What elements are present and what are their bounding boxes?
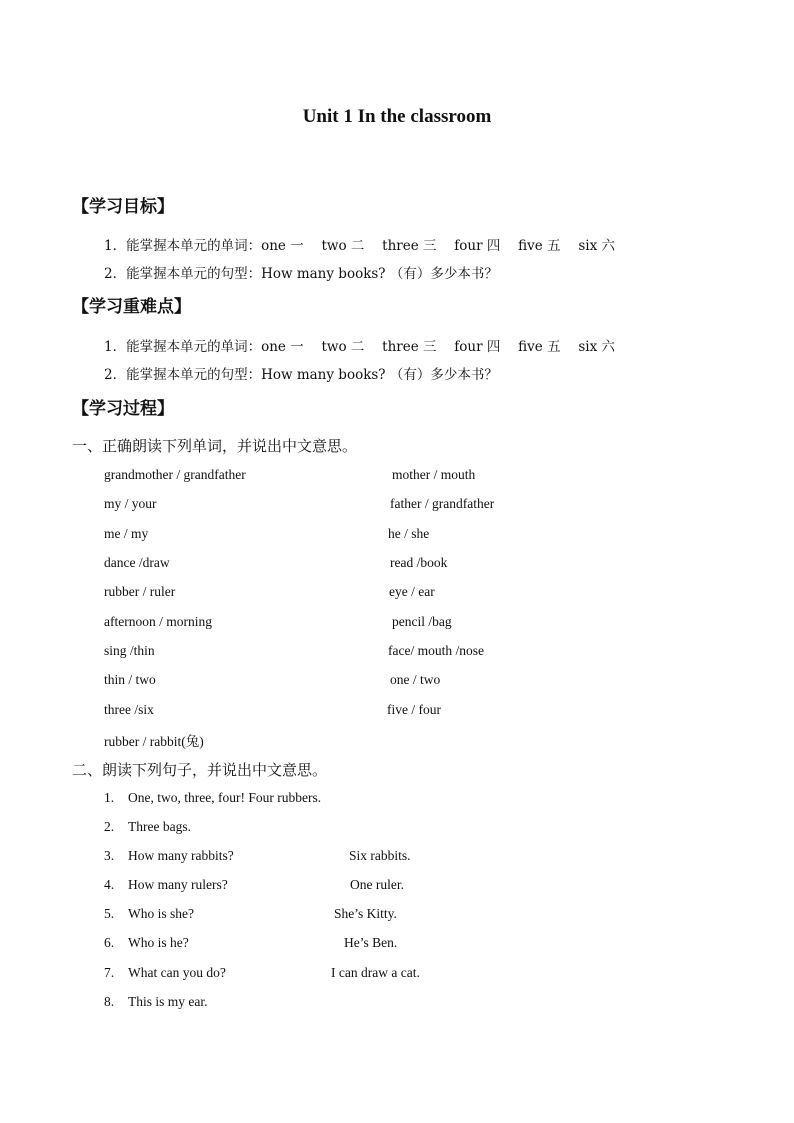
sentence-answer: He’s Ben. [344,935,398,950]
sentence-answer: Six rabbits. [349,848,411,863]
word-pair-right: father / grandfather [390,496,495,511]
sentence-number: 8. [104,994,115,1009]
sentence-text: Who is she? [128,906,194,921]
key-points-item-2: 2．能掌握本单元的句型：How many books? （有）多少本书？ [104,367,498,383]
word-pair-right: pencil /bag [392,614,452,629]
sentence-answer: She’s Kitty. [334,906,397,921]
word-pair-left: three /six [104,702,154,717]
word-pair-right: he / she [388,526,430,541]
word-pair-right: read /book [390,555,448,570]
sentence-text: Three bags. [128,819,191,834]
word-pair-left: rubber / rabbit(兔) [104,734,204,749]
sentence-number: 5. [104,906,115,921]
sentence-text: One, two, three, four! Four rubbers. [128,790,322,805]
goals-item-1: 1．能掌握本单元的单词：one 一 two 二 three 三 four 四 five 五 six 六 [104,238,616,254]
key-points-heading: 【学习重难点】 [72,297,191,317]
sentence-text: This is my ear. [128,994,208,1009]
sentence-answer: One ruler. [350,877,404,892]
sentence-text: What can you do? [128,965,226,980]
goals-heading: 【学习目标】 [72,197,174,217]
sentence-number: 2. [104,819,115,834]
sentence-number: 4. [104,877,115,892]
word-pair-right: eye / ear [389,584,435,599]
part1-heading: 一、正确朗读下列单词，并说出中文意思。 [72,437,358,455]
page-title: Unit 1 In the classroom [302,106,492,127]
word-pair-left: me / my [104,526,149,541]
word-pair-left: rubber / ruler [104,584,176,599]
part2-heading: 二、朗读下列句子，并说出中文意思。 [72,761,328,779]
word-pair-left: thin / two [104,672,156,687]
word-pair-left: my / your [104,496,157,511]
process-heading: 【学习过程】 [72,399,174,419]
goals-item-2: 2．能掌握本单元的句型：How many books? （有）多少本书？ [104,266,498,282]
word-pair-right: one / two [390,672,441,687]
word-pair-right: face/ mouth /nose [388,643,484,658]
sentence-text: How many rabbits? [128,848,234,863]
word-pair-left: afternoon / morning [104,614,212,629]
sentence-number: 6. [104,935,115,950]
word-pair-left: dance /draw [104,555,170,570]
sentence-number: 1. [104,790,115,805]
sentence-number: 7. [104,965,115,980]
word-pair-left: sing /thin [104,643,155,658]
key-points-item-1: 1．能掌握本单元的单词：one 一 two 二 three 三 four 四 five 五 six 六 [104,339,616,355]
word-pair-left: grandmother / grandfather [104,467,246,482]
sentence-number: 3. [104,848,115,863]
sentence-answer: I can draw a cat. [331,965,420,980]
sentence-text: Who is he? [128,935,189,950]
sentence-text: How many rulers? [128,877,228,892]
word-pair-right: five / four [387,702,441,717]
word-pair-right: mother / mouth [392,467,476,482]
